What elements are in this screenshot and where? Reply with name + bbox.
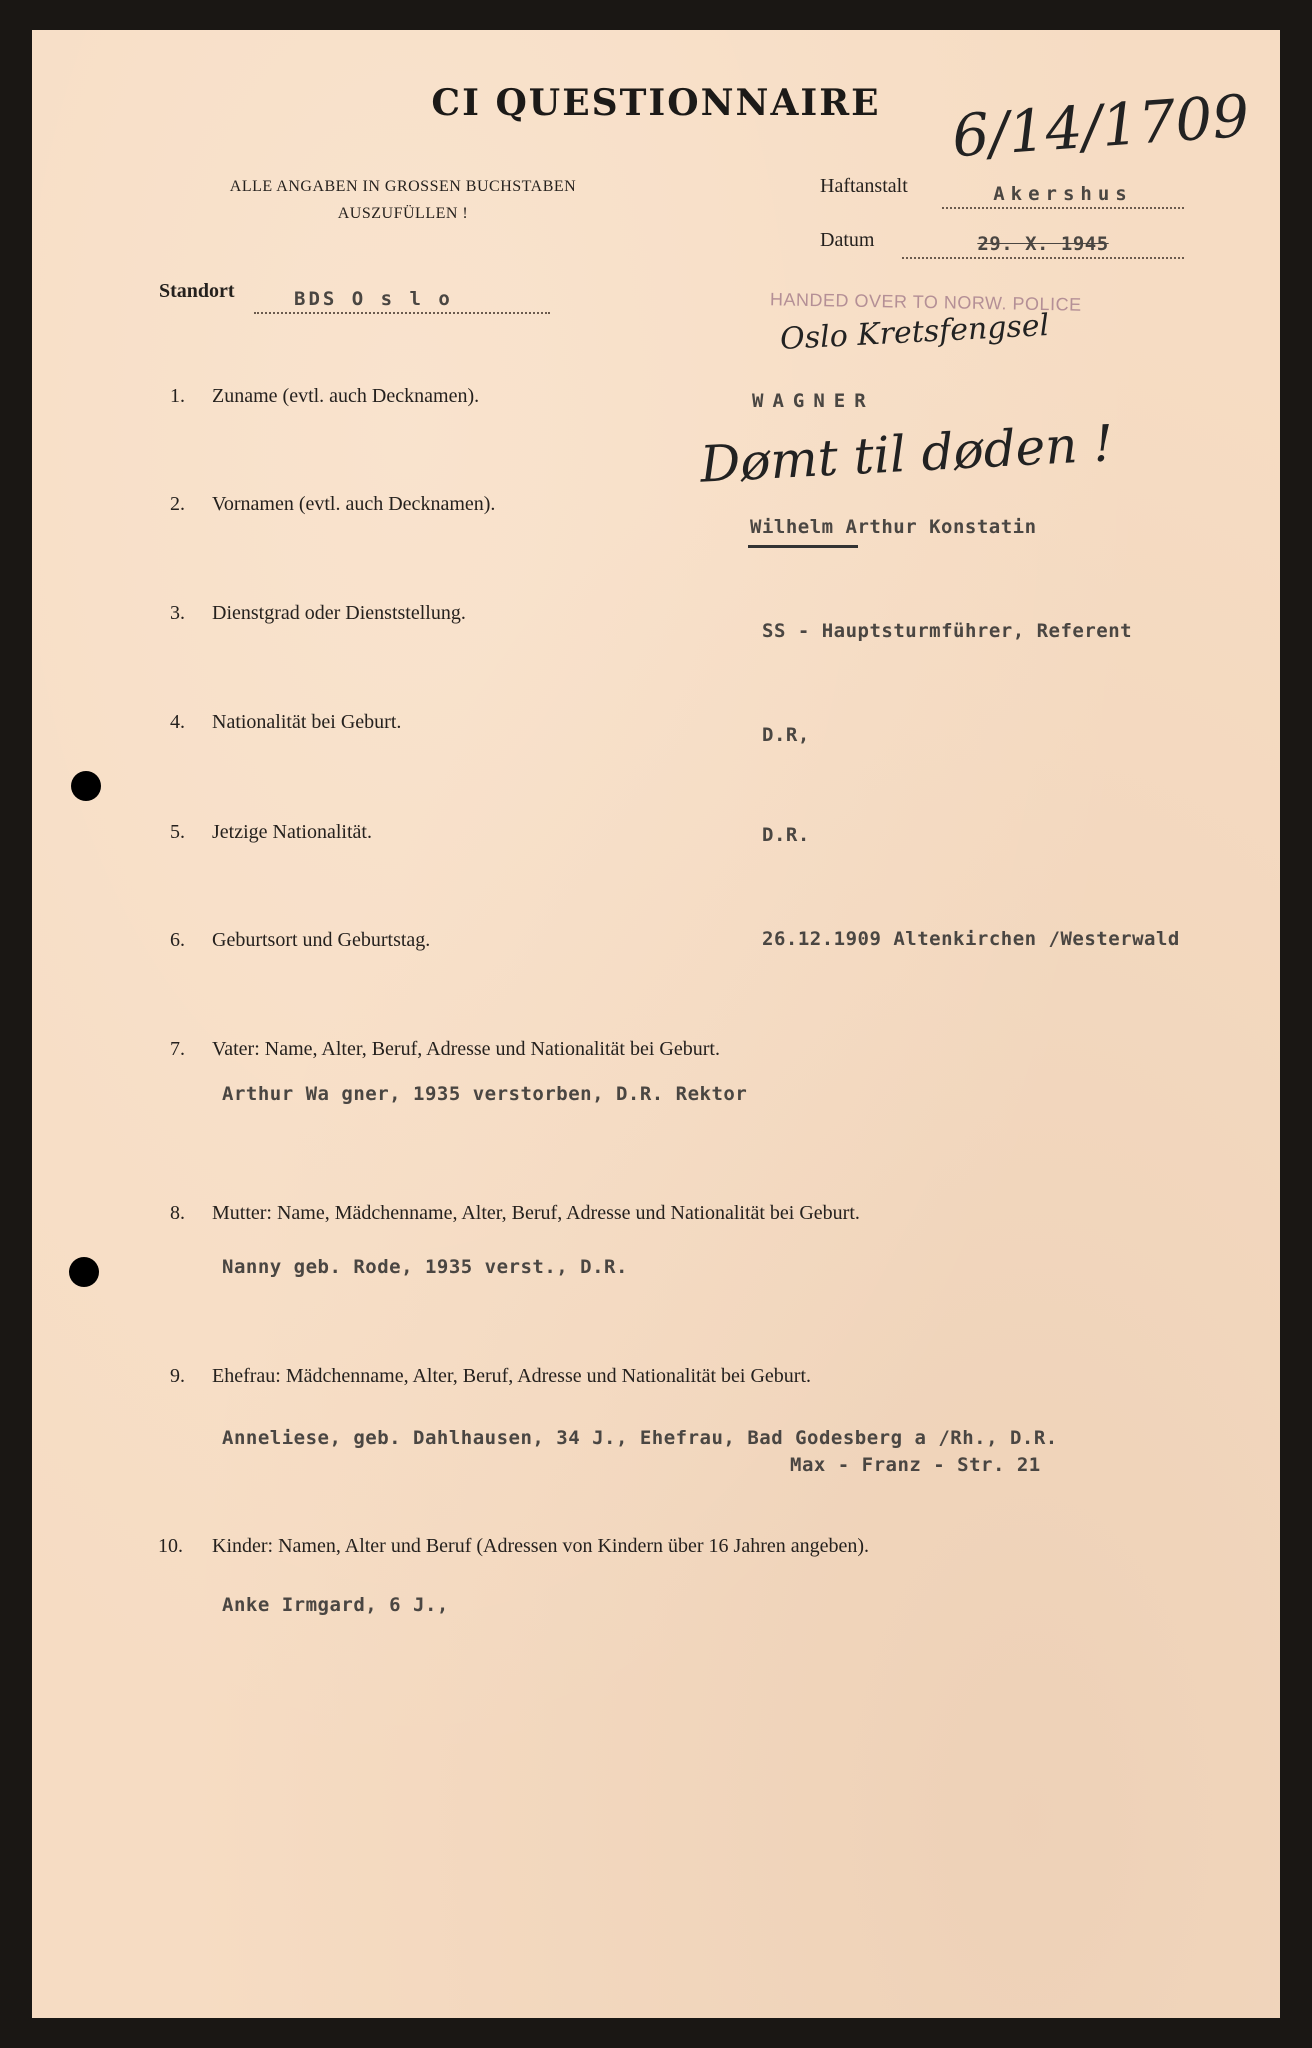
questionnaire-sheet (32, 30, 1280, 2018)
page-title: CI QUESTIONNAIRE (431, 82, 881, 124)
question-4-label: Nationalität bei Geburt. (212, 711, 402, 733)
question-10-label: Kinder: Namen, Alter und Beruf (Adressen von Kindern über 16 Jahren angeben). (212, 1535, 870, 1557)
question-9-answer-line2: Max - Franz - Str. 21 (790, 1454, 1041, 1476)
question-2-number: 2. (170, 493, 185, 515)
question-9-answer: Anneliese, geb. Dahlhausen, 34 J., Ehefrau, Bad Godesberg a /Rh., D.R. (222, 1427, 1058, 1449)
question-5-label: Jetzige Nationalität. (212, 821, 372, 843)
question-3-label: Dienstgrad oder Dienststellung. (212, 602, 466, 624)
question-2-answer: Wilhelm Arthur Konstatin (750, 516, 1037, 538)
standort-value: BDS O s l o (254, 288, 550, 314)
question-8-answer: Nanny geb. Rode, 1935 verst., D.R. (222, 1256, 628, 1278)
question-5-answer: D.R. (762, 824, 810, 846)
question-6-label: Geburtsort und Geburtstag. (212, 929, 431, 951)
instruction-line-1: ALLE ANGABEN IN GROSSEN BUCHSTABEN (229, 178, 577, 195)
question-1-number: 1. (170, 385, 185, 407)
question-10-number: 10. (158, 1535, 183, 1557)
question-8-label: Mutter: Name, Mädchenname, Alter, Beruf, Adresse und Nationalität bei Geburt. (212, 1202, 860, 1224)
question-7-number: 7. (170, 1038, 185, 1060)
datum-label: Datum (820, 229, 875, 251)
question-10-answer: Anke Irmgard, 6 J., (222, 1594, 449, 1616)
handwritten-stamp-note: Oslo Kretsfengsel (779, 307, 1051, 358)
question-6-answer: 26.12.1909 Altenkirchen /Westerwald (762, 928, 1180, 950)
question-4-number: 4. (170, 711, 185, 733)
handwritten-file-reference: 6/14/1709 (949, 81, 1252, 171)
question-7-label: Vater: Name, Alter, Beruf, Adresse und Nationalität bei Geburt. (212, 1038, 720, 1060)
punch-hole-top (71, 771, 101, 801)
answer-underline-mark (748, 545, 858, 548)
punch-hole-bottom (69, 1257, 99, 1287)
question-4-answer: D.R, (762, 724, 810, 746)
question-1-handwritten-note: Dømt til døden ! (698, 414, 1115, 494)
standort-label: Standort (159, 280, 235, 302)
question-8-number: 8. (170, 1202, 185, 1224)
question-1-answer: WAGNER (752, 390, 875, 412)
handed-over-stamp: HANDED OVER TO NORW. POLICE (769, 289, 1082, 315)
question-3-number: 3. (170, 602, 185, 624)
instruction-line-2: AUSZUFÜLLEN ! (337, 205, 469, 222)
question-5-number: 5. (170, 821, 185, 843)
question-3-answer: SS - Hauptsturmführer, Referent (762, 620, 1133, 642)
question-7-answer: Arthur Wa gner, 1935 verstorben, D.R. Rektor (222, 1083, 748, 1105)
datum-value: 29. X. 1945 (902, 233, 1184, 259)
question-1-label: Zuname (evtl. auch Decknamen). (212, 385, 480, 407)
question-2-label: Vornamen (evtl. auch Decknamen). (212, 493, 496, 515)
question-6-number: 6. (170, 929, 185, 951)
haftanstalt-label: Haftanstalt (820, 175, 908, 197)
question-9-label: Ehefrau: Mädchenname, Alter, Beruf, Adresse und Nationalität bei Geburt. (212, 1365, 812, 1387)
haftanstalt-value: Akershus (942, 183, 1184, 209)
question-9-number: 9. (170, 1365, 185, 1387)
